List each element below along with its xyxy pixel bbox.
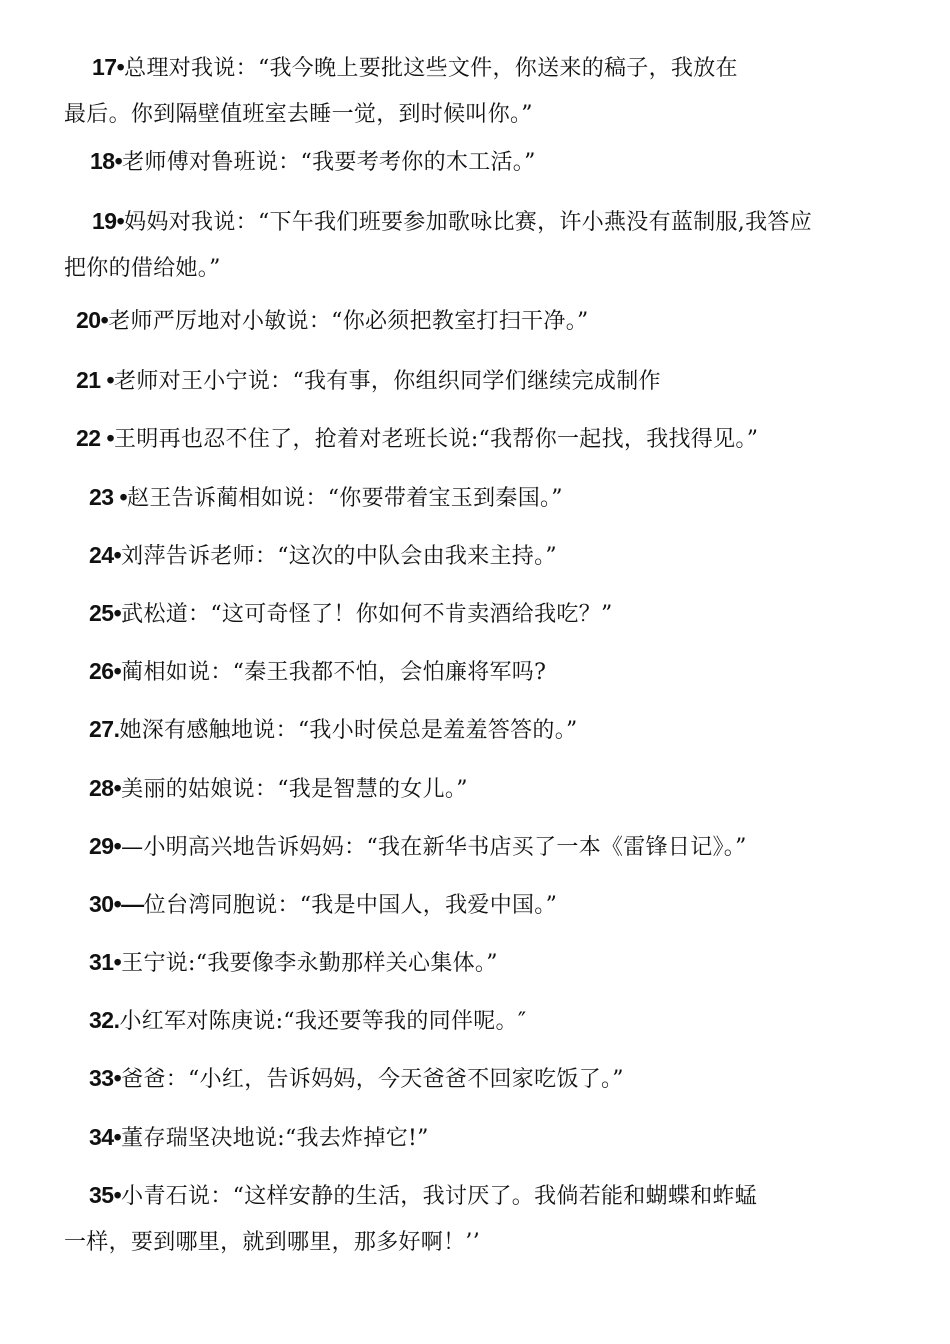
list-item <box>0 357 950 405</box>
list-item <box>0 1055 950 1103</box>
item-separator: • <box>100 307 109 333</box>
item-separator: • <box>114 148 123 174</box>
item-text: 总理对我说：“我今晚上要批这些文件，你送来的稿子，我放在 <box>124 56 738 81</box>
list-item <box>0 765 950 813</box>
item-separator: • <box>113 658 122 684</box>
item-separator: • <box>113 484 128 510</box>
list-item <box>0 138 950 186</box>
item-text: 老师对王小宁说：“我有事，你组织同学们继续完成制作 <box>114 369 661 394</box>
item-number: 23 <box>89 484 114 510</box>
list-item <box>0 44 950 138</box>
item-separator: • <box>100 425 115 451</box>
item-number: 26 <box>89 658 114 684</box>
list-item <box>0 297 950 345</box>
item-number: 34 <box>89 1124 114 1150</box>
item-number: 25 <box>89 600 114 626</box>
item-number: 32 <box>89 1007 114 1033</box>
item-text: 蔺相如说：“秦王我都不怕，会怕廉将军吗? <box>121 660 547 685</box>
item-number: 33 <box>89 1065 114 1091</box>
item-separator: • <box>113 600 122 626</box>
item-text: 武松道：“这可奇怪了！你如何不肯卖酒给我吃？” <box>121 602 613 627</box>
list-item <box>0 881 950 929</box>
item-number: 35 <box>89 1182 114 1208</box>
item-text: 美丽的姑娘说：“我是智慧的女儿。” <box>121 777 468 802</box>
list-item <box>0 198 950 292</box>
item-text: 王宁说:“我要像李永勤那样关心集体。” <box>121 951 498 976</box>
item-separator: . <box>113 716 120 742</box>
list-item <box>0 1172 950 1266</box>
item-text: 老师傅对鲁班说：“我要考考你的木工活。” <box>122 150 536 175</box>
item-separator: • <box>113 949 122 975</box>
item-text: —小明高兴地告诉妈妈：“我在新华书店买了一本《雷锋日记》。” <box>121 835 747 860</box>
item-separator: • <box>113 1124 122 1150</box>
list-item <box>0 648 950 696</box>
item-text: 妈妈对我说：“下午我们班要参加歌咏比赛，许小燕没有蓝制服,我答应 <box>124 210 812 235</box>
item-number: 19 <box>92 208 117 234</box>
item-separator: • <box>113 1182 122 1208</box>
item-separator: •— <box>113 891 144 917</box>
item-text: 位台湾同胞说：“我是中国人，我爱中国。” <box>143 893 558 918</box>
item-separator: • <box>113 775 122 801</box>
item-text: 她深有感触地说：“我小时侯总是羞羞答答的。” <box>119 718 578 743</box>
item-text: 小红军对陈庚说:“我还要等我的同伴呢。″ <box>119 1009 527 1034</box>
item-number: 22 <box>76 425 101 451</box>
item-number: 30 <box>89 891 114 917</box>
item-separator: • <box>113 833 122 859</box>
item-number: 17 <box>92 54 117 80</box>
item-text: 王明再也忍不住了，抢着对老班长说:“我帮你一起找，我找得见。” <box>114 427 759 452</box>
item-separator: • <box>100 367 115 393</box>
item-number: 24 <box>89 542 114 568</box>
item-text-continuation: 一样，要到哪里，就到哪里，那多好啊！’’ <box>64 1230 480 1255</box>
item-number: 27 <box>89 716 114 742</box>
item-text-continuation: 最后。你到隔壁值班室去睡一觉，到时候叫你。” <box>64 102 533 127</box>
item-text: 老师严厉地对小敏说：“你必须把教室打扫干净。” <box>108 309 589 334</box>
list-item <box>0 823 950 871</box>
list-item <box>0 706 950 754</box>
list-item <box>0 474 950 522</box>
item-separator: • <box>113 542 122 568</box>
list-item <box>0 997 950 1045</box>
item-number: 18 <box>90 148 115 174</box>
item-text: 刘萍告诉老师：“这次的中队会由我来主持。” <box>121 544 557 569</box>
list-item <box>0 415 950 463</box>
item-text-continuation: 把你的借给她。” <box>64 256 221 281</box>
item-separator: • <box>116 208 125 234</box>
item-number: 31 <box>89 949 114 975</box>
item-separator: • <box>113 1065 122 1091</box>
item-text: 爸爸：“小红，告诉妈妈，今天爸爸不回家吃饭了。” <box>121 1067 624 1092</box>
item-number: 20 <box>76 307 101 333</box>
list-item <box>0 1114 950 1162</box>
item-separator: . <box>113 1007 120 1033</box>
item-number: 29 <box>89 833 114 859</box>
item-text: 赵王告诉蔺相如说：“你要带着宝玉到秦国。” <box>127 486 563 511</box>
item-number: 21 <box>76 367 101 393</box>
item-separator: • <box>116 54 125 80</box>
list-item <box>0 939 950 987</box>
item-text: 董存瑞坚决地说:“我去炸掉它!” <box>121 1126 429 1151</box>
item-number: 28 <box>89 775 114 801</box>
item-text: 小青石说：“这样安静的生活，我讨厌了。我倘若能和蝴蝶和蚱蜢 <box>121 1184 758 1209</box>
list-item <box>0 532 950 580</box>
list-item <box>0 590 950 638</box>
